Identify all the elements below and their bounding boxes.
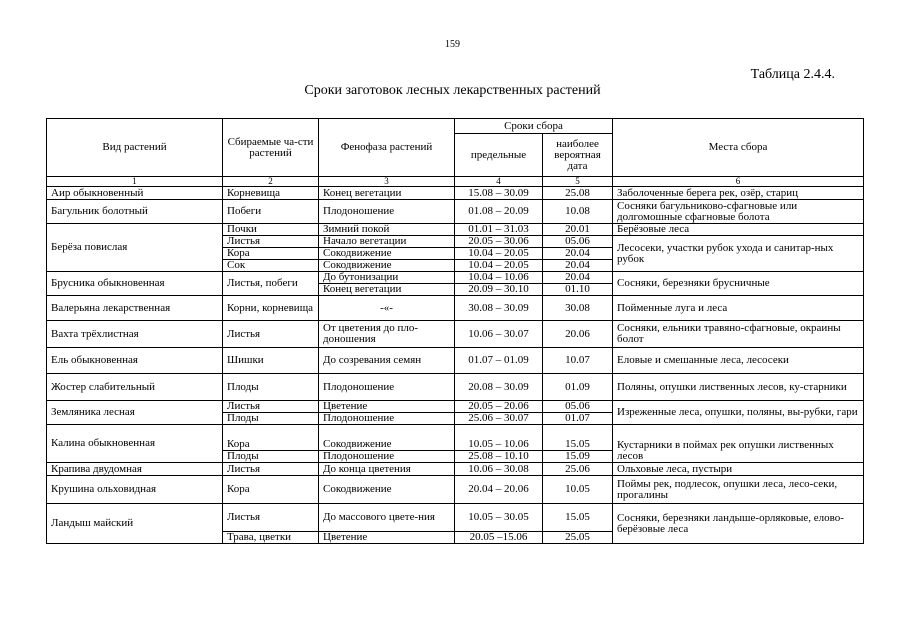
limit-cell: 10.04 – 20.05 bbox=[455, 248, 543, 260]
likely-cell: 25.08 bbox=[543, 187, 613, 200]
likely-cell: 20.04 bbox=[543, 260, 613, 272]
phase-cell: До массового цвете-ния bbox=[319, 504, 455, 532]
phase-cell: До созревания семян bbox=[319, 348, 455, 374]
col-number: 1 bbox=[47, 177, 223, 187]
likely-cell: 20.04 bbox=[543, 248, 613, 260]
species-cell: Брусника обыкновенная bbox=[47, 272, 223, 296]
header-dates: Сроки сбора bbox=[455, 119, 613, 134]
page-number: 159 bbox=[445, 39, 460, 50]
species-cell: Крушина ольховидная bbox=[47, 476, 223, 504]
part-cell: Плоды bbox=[223, 413, 319, 425]
likely-cell: 10.07 bbox=[543, 348, 613, 374]
limit-cell: 20.05 – 20.06 bbox=[455, 401, 543, 413]
limit-cell: 20.09 – 30.10 bbox=[455, 284, 543, 296]
part-cell: Кора bbox=[223, 476, 319, 504]
table-row bbox=[47, 296, 864, 321]
place-cell: Сосняки, березняки ландыше-орляковые, елово-берёзовые леса bbox=[613, 504, 864, 544]
part-cell: Плоды bbox=[223, 374, 319, 401]
likely-cell: 15.05 bbox=[543, 425, 613, 451]
table-row bbox=[47, 321, 864, 348]
limit-cell: 10.06 – 30.07 bbox=[455, 321, 543, 348]
part-cell: Сок bbox=[223, 260, 319, 272]
phase-cell: Плодоношение bbox=[319, 413, 455, 425]
phase-cell: Сокодвижение bbox=[319, 248, 455, 260]
place-cell: Ольховые леса, пустыри bbox=[613, 463, 864, 476]
place-cell: Пойменные луга и леса bbox=[613, 296, 864, 321]
phase-cell: Начало вегетации bbox=[319, 236, 455, 248]
header-places: Места сбора bbox=[613, 119, 864, 177]
part-cell: Корневища bbox=[223, 187, 319, 200]
table-row bbox=[47, 224, 864, 236]
limit-cell: 10.06 – 30.08 bbox=[455, 463, 543, 476]
limit-cell: 10.04 – 20.05 bbox=[455, 260, 543, 272]
species-cell: Крапива двудомная bbox=[47, 463, 223, 476]
limit-cell: 10.04 – 10.06 bbox=[455, 272, 543, 284]
part-cell: Листья bbox=[223, 401, 319, 413]
species-cell: Ландыш майский bbox=[47, 504, 223, 544]
likely-cell: 30.08 bbox=[543, 296, 613, 321]
species-cell: Жостер слабительный bbox=[47, 374, 223, 401]
place-cell: Изреженные леса, опушки, поляны, вы-рубки, гари bbox=[613, 401, 864, 425]
header-parts: Сбираемые ча-сти растений bbox=[223, 119, 319, 177]
phase-cell: -«- bbox=[319, 296, 455, 321]
table-label: Таблица 2.4.4. bbox=[750, 67, 835, 82]
species-cell: Аир обыкновенный bbox=[47, 187, 223, 200]
place-cell: Еловые и смешанные леса, лесосеки bbox=[613, 348, 864, 374]
table-row bbox=[47, 401, 864, 413]
place-cell: Поляны, опушки лиственных лесов, ку-старники bbox=[613, 374, 864, 401]
likely-cell: 20.01 bbox=[543, 224, 613, 236]
table-row bbox=[47, 348, 864, 374]
phase-cell: Цветение bbox=[319, 532, 455, 544]
limit-cell: 20.05 –15.06 bbox=[455, 532, 543, 544]
species-cell: Калина обыкновенная bbox=[47, 425, 223, 463]
limit-cell: 01.08 – 20.09 bbox=[455, 200, 543, 224]
col-number: 3 bbox=[319, 177, 455, 187]
limit-cell: 20.04 – 20.06 bbox=[455, 476, 543, 504]
likely-cell: 05.06 bbox=[543, 236, 613, 248]
phase-cell: До конца цветения bbox=[319, 463, 455, 476]
part-cell: Листья bbox=[223, 504, 319, 532]
phase-cell: Сокодвижение bbox=[319, 476, 455, 504]
table-row bbox=[47, 476, 864, 504]
phase-cell: Сокодвижение bbox=[319, 260, 455, 272]
phase-cell: Цветение bbox=[319, 401, 455, 413]
likely-cell: 20.04 bbox=[543, 272, 613, 284]
place-cell: Сосняки, ельники травяно-сфагновые, окраины болот bbox=[613, 321, 864, 348]
part-cell: Трава, цветки bbox=[223, 532, 319, 544]
limit-cell: 25.08 – 10.10 bbox=[455, 451, 543, 463]
species-cell: Валерьяна лекарственная bbox=[47, 296, 223, 321]
header-phase: Фенофаза растений bbox=[319, 119, 455, 177]
header-likely: наиболее вероятная дата bbox=[543, 134, 613, 177]
part-cell: Кора bbox=[223, 425, 319, 451]
place-cell: Поймы рек, подлесок, опушки леса, лесо-секи, прогалины bbox=[613, 476, 864, 504]
part-cell: Листья bbox=[223, 236, 319, 248]
part-cell: Почки bbox=[223, 224, 319, 236]
col-number: 2 bbox=[223, 177, 319, 187]
table-row bbox=[47, 504, 864, 532]
likely-cell: 01.09 bbox=[543, 374, 613, 401]
table-title: Сроки заготовок лесных лекарственных растений bbox=[304, 83, 601, 98]
limit-cell: 20.08 – 30.09 bbox=[455, 374, 543, 401]
col-number: 4 bbox=[455, 177, 543, 187]
limit-cell: 01.01 – 31.03 bbox=[455, 224, 543, 236]
limit-cell: 20.05 – 30.06 bbox=[455, 236, 543, 248]
part-cell: Шишки bbox=[223, 348, 319, 374]
part-cell: Плоды bbox=[223, 451, 319, 463]
place-cell: Берёзовые леса bbox=[613, 224, 864, 236]
phase-cell: Плодоношение bbox=[319, 451, 455, 463]
table-row bbox=[47, 272, 864, 284]
phase-cell: До бутонизации bbox=[319, 272, 455, 284]
likely-cell: 25.06 bbox=[543, 463, 613, 476]
place-cell: Сосняки, березняки брусничные bbox=[613, 272, 864, 296]
species-cell: Берёза повислая bbox=[47, 224, 223, 272]
likely-cell: 10.05 bbox=[543, 476, 613, 504]
limit-cell: 15.08 – 30.09 bbox=[455, 187, 543, 200]
limit-cell: 25.06 – 30.07 bbox=[455, 413, 543, 425]
likely-cell: 10.08 bbox=[543, 200, 613, 224]
likely-cell: 15.05 bbox=[543, 504, 613, 532]
part-cell: Корни, корневища bbox=[223, 296, 319, 321]
likely-cell: 15.09 bbox=[543, 451, 613, 463]
likely-cell: 01.07 bbox=[543, 413, 613, 425]
table-row bbox=[47, 374, 864, 401]
part-cell: Побеги bbox=[223, 200, 319, 224]
likely-cell: 25.05 bbox=[543, 532, 613, 544]
place-cell: Кустарники в поймах рек опушки лиственных лесов bbox=[613, 425, 864, 463]
limit-cell: 10.05 – 30.05 bbox=[455, 504, 543, 532]
part-cell: Листья bbox=[223, 321, 319, 348]
table-row bbox=[47, 200, 864, 224]
col-number: 5 bbox=[543, 177, 613, 187]
table-row bbox=[47, 425, 864, 451]
species-cell: Земляника лесная bbox=[47, 401, 223, 425]
likely-cell: 05.06 bbox=[543, 401, 613, 413]
limit-cell: 01.07 – 01.09 bbox=[455, 348, 543, 374]
table-row bbox=[47, 463, 864, 476]
table-row bbox=[47, 187, 864, 200]
phase-cell: От цветения до пло-доношения bbox=[319, 321, 455, 348]
header-limit: предельные bbox=[455, 134, 543, 177]
place-cell: Заболоченные берега рек, озёр, стариц bbox=[613, 187, 864, 200]
likely-cell: 01.10 bbox=[543, 284, 613, 296]
phase-cell: Зимний покой bbox=[319, 224, 455, 236]
limit-cell: 30.08 – 30.09 bbox=[455, 296, 543, 321]
species-cell: Багульник болотный bbox=[47, 200, 223, 224]
limit-cell: 10.05 – 10.06 bbox=[455, 425, 543, 451]
phase-cell: Плодоношение bbox=[319, 374, 455, 401]
phase-cell: Конец вегетации bbox=[319, 187, 455, 200]
place-cell: Лесосеки, участки рубок ухода и санитар-ных рубок bbox=[613, 236, 864, 272]
header-species: Вид растений bbox=[47, 119, 223, 177]
part-cell: Кора bbox=[223, 248, 319, 260]
part-cell: Листья, побеги bbox=[223, 272, 319, 296]
part-cell: Листья bbox=[223, 463, 319, 476]
phase-cell: Сокодвижение bbox=[319, 425, 455, 451]
col-number: 6 bbox=[613, 177, 864, 187]
place-cell: Сосняки багульниково-сфагновые или долгомошные сфагновые болота bbox=[613, 200, 864, 224]
phase-cell: Конец вегетации bbox=[319, 284, 455, 296]
harvest-table bbox=[46, 118, 864, 544]
phase-cell: Плодоношение bbox=[319, 200, 455, 224]
likely-cell: 20.06 bbox=[543, 321, 613, 348]
species-cell: Вахта трёхлистная bbox=[47, 321, 223, 348]
species-cell: Ель обыкновенная bbox=[47, 348, 223, 374]
